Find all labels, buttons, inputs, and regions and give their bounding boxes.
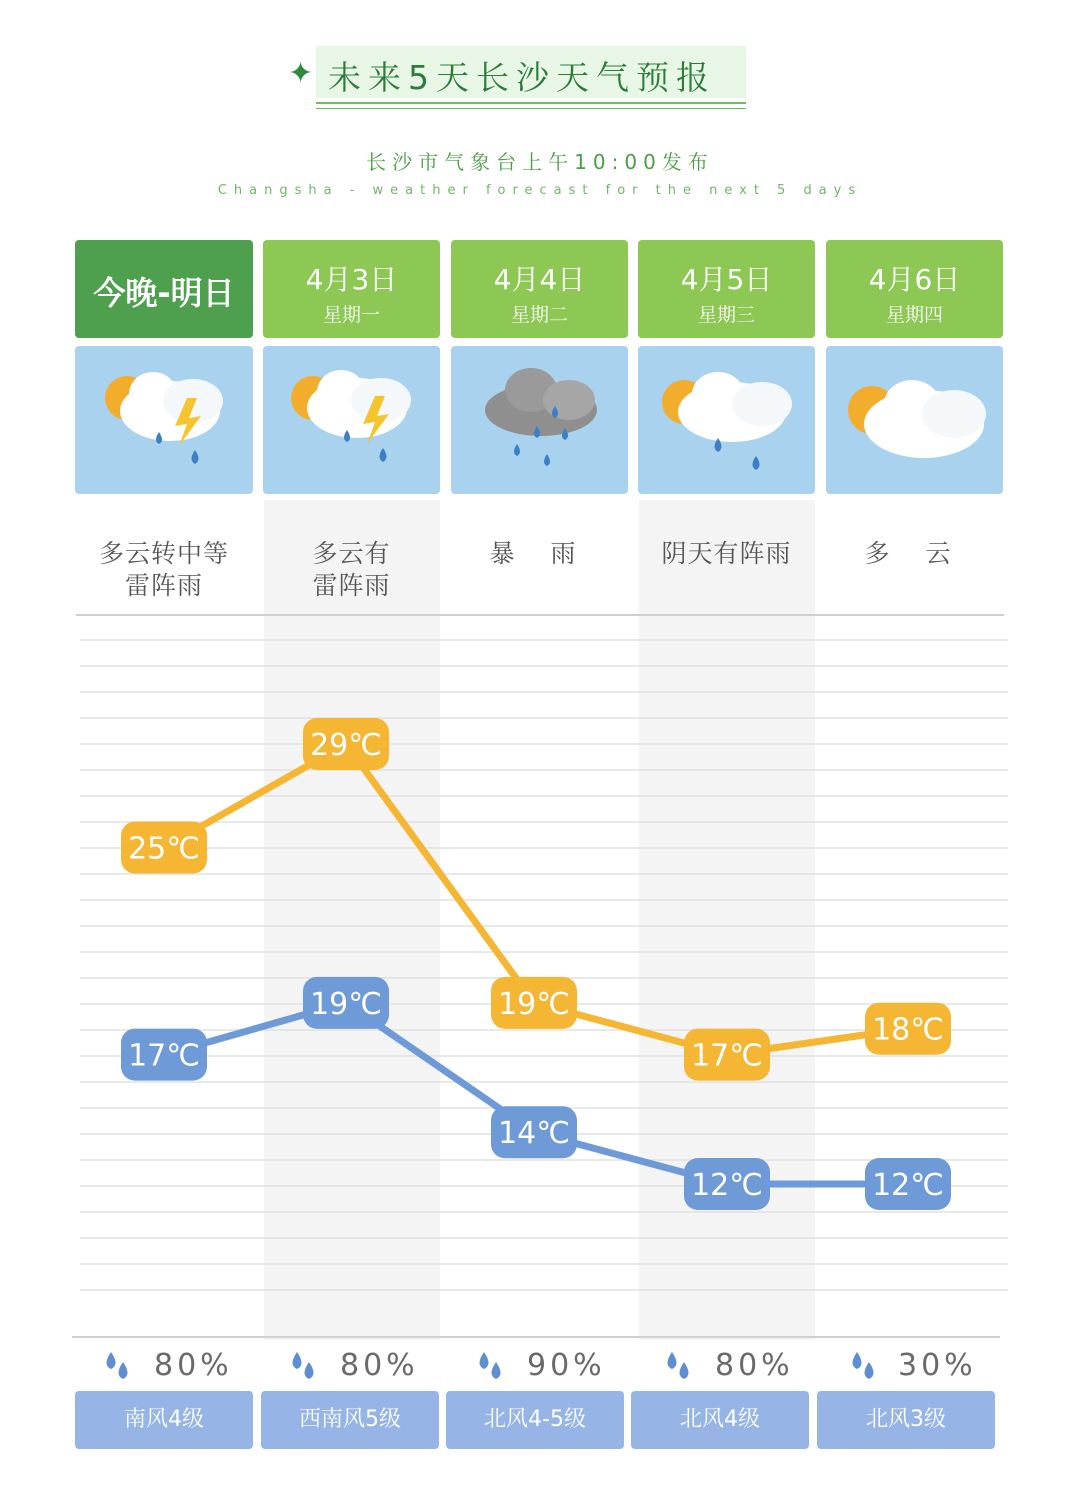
day-weekday: 星期三	[697, 304, 755, 326]
low-temp-point	[491, 1106, 577, 1158]
rain-prob-value: 80%	[715, 1348, 794, 1383]
condition-line: 多云转中等	[98, 539, 229, 568]
low-temp-point	[865, 1158, 951, 1210]
wind-2: 北风4-5级	[446, 1391, 624, 1449]
wind-4: 北风3级	[817, 1391, 995, 1449]
raindrop-icon	[102, 1350, 134, 1384]
low-temp-label: 17℃	[128, 1038, 200, 1074]
low-temp-label: 12℃	[691, 1168, 763, 1203]
high-temp-label: 29℃	[310, 728, 382, 763]
rain-prob-3	[663, 1348, 813, 1388]
rain-prob-0	[102, 1348, 252, 1388]
condition-line: 雷阵雨	[312, 571, 391, 600]
rain-prob-value: 80%	[154, 1348, 233, 1383]
day-date: 4月6日	[868, 263, 961, 296]
chart-series	[121, 718, 951, 1210]
day-weekday: 星期一	[322, 304, 380, 326]
wind-3: 北风4级	[631, 1391, 809, 1449]
low-temp-label: 12℃	[872, 1168, 944, 1203]
condition-line: 雷阵雨	[124, 571, 203, 600]
low-temp-point	[684, 1158, 770, 1210]
high-temp-point	[865, 1003, 951, 1055]
raindrop-icon	[288, 1350, 320, 1384]
condition-line: 多 云	[864, 539, 965, 568]
day-label: 今晚-明日	[93, 274, 235, 312]
high-temp-label: 19℃	[498, 986, 570, 1022]
low-temp-point	[303, 977, 389, 1029]
condition-line: 阴天有阵雨	[661, 539, 792, 568]
raindrop-icon	[848, 1350, 880, 1384]
high-temp-point	[303, 718, 389, 770]
page-title: 未来5天长沙天气预报	[328, 58, 716, 97]
raindrop-icon	[663, 1350, 695, 1384]
day-date: 4月4日	[493, 263, 586, 296]
high-temp-label: 17℃	[691, 1038, 763, 1074]
rain-prob-4	[848, 1348, 998, 1388]
english-subtitle: Changsha - weather forecast for the next 5 days	[217, 183, 863, 198]
sparkle-icon: ✦	[288, 56, 314, 91]
high-temp-point	[491, 977, 577, 1029]
condition-line: 多云有	[312, 539, 391, 568]
high-temp-label: 25℃	[128, 831, 200, 867]
rain-prob-value: 80%	[340, 1348, 419, 1383]
rain-prob-2	[475, 1348, 625, 1388]
high-temp-label: 18℃	[872, 1012, 944, 1048]
rain-prob-1	[288, 1348, 438, 1388]
high-temp-point	[121, 822, 207, 874]
low-temp-point	[121, 1029, 207, 1081]
low-temp-label: 19℃	[310, 986, 382, 1022]
rain-prob-value: 90%	[527, 1348, 606, 1383]
low-temp-label: 14℃	[498, 1116, 570, 1152]
wind-0: 南风4级	[75, 1391, 253, 1449]
raindrop-icon	[475, 1350, 507, 1384]
day-weekday: 星期四	[885, 304, 943, 326]
day-date: 4月5日	[680, 263, 773, 296]
condition-line: 暴 雨	[489, 539, 590, 568]
day-weekday: 星期二	[510, 304, 568, 326]
rain-prob-value: 30%	[898, 1348, 977, 1383]
high-temp-point	[684, 1029, 770, 1081]
issuer-subtitle: 长沙市气象台上午10:00发布	[366, 150, 714, 174]
day-date: 4月3日	[305, 263, 398, 296]
wind-1: 西南风5级	[261, 1391, 439, 1449]
